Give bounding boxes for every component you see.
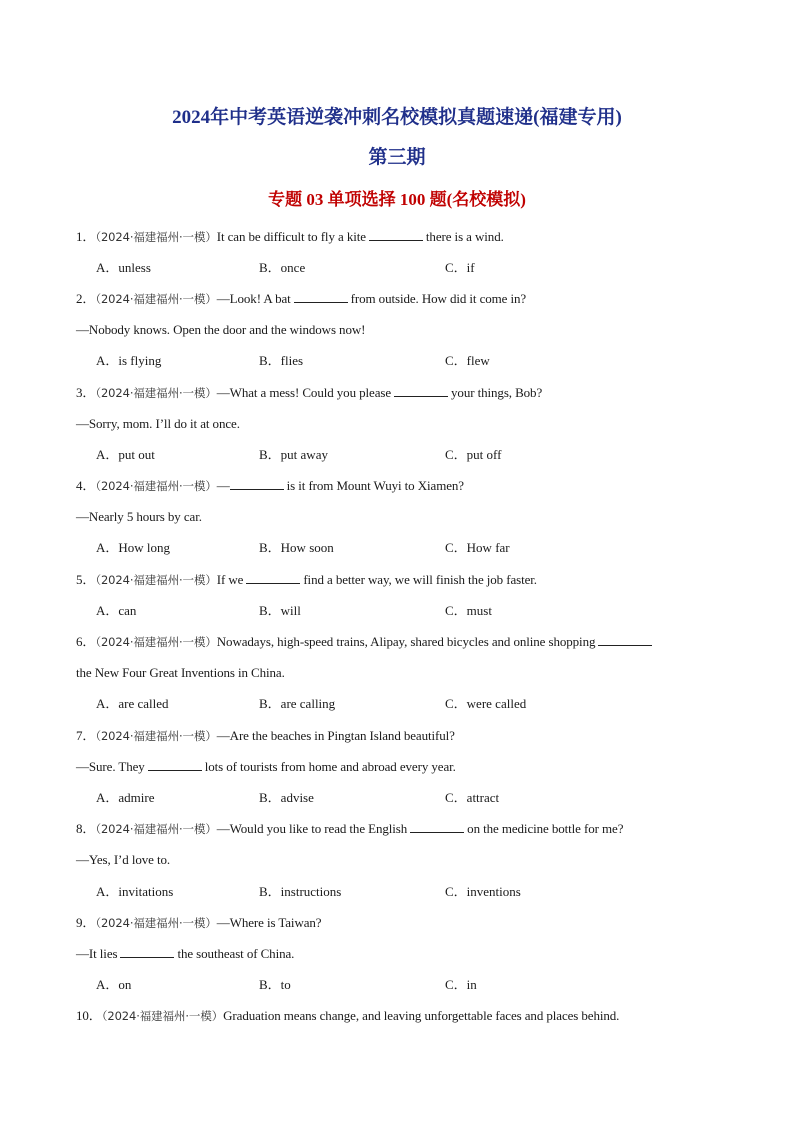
question-6-continued: the New Four Great Inventions in China.: [76, 665, 285, 680]
question-8-reply: —Yes, I’d love to.: [76, 852, 171, 867]
option-c: C．must: [445, 603, 492, 618]
answer-blank: [294, 290, 348, 303]
question-7-reply: —Sure. They lots of tourists from home and abroad every year.: [76, 759, 456, 774]
question-6: 6．（2024·福建福州·一模）Nowadays, high-speed trains, Alipay, shared bicycles and online shopping: [76, 632, 726, 652]
question-9: 9．（2024·福建福州·一模）—Where is Taiwan?: [76, 915, 322, 930]
answer-blank: [120, 945, 174, 958]
question-2-reply: —Nobody knows. Open the door and the windows now!: [76, 322, 366, 337]
answer-blank: [410, 820, 464, 833]
question-10: 10．（2024·福建福州·一模）Graduation means change, and leaving unforgettable faces and places behind.: [76, 1008, 620, 1023]
question-2: 2．（2024·福建福州·一模）—Look! A bat from outside. How did it come in?: [76, 291, 527, 306]
option-c: C．were called: [445, 696, 527, 711]
option-b: B．will: [259, 603, 301, 618]
option-b: B．once: [259, 260, 306, 275]
answer-blank: [148, 758, 202, 771]
option-c: C．flew: [445, 353, 490, 368]
option-a: A．admire: [96, 790, 155, 805]
question-3: 3．（2024·福建福州·一模）—What a mess! Could you please your things, Bob?: [76, 385, 543, 400]
option-b: B．advise: [259, 790, 314, 805]
answer-blank: [230, 477, 284, 490]
option-b: B．How soon: [259, 540, 334, 555]
option-b: B．instructions: [259, 884, 342, 899]
question-7: 7．（2024·福建福州·一模）—Are the beaches in Pingtan Island beautiful?: [76, 728, 455, 743]
question-3-reply: —Sorry, mom. I’ll do it at once.: [76, 416, 240, 431]
option-b: B．put away: [259, 447, 328, 462]
option-c: C．if: [445, 260, 475, 275]
option-b: B．flies: [259, 353, 304, 368]
answer-blank: [394, 384, 448, 397]
option-a: A．on: [96, 977, 132, 992]
answer-blank: [246, 571, 300, 584]
option-c: C．attract: [445, 790, 500, 805]
topic-heading: 专题 03 单项选择 100 题(名校模拟): [268, 190, 526, 209]
answer-blank: [369, 228, 423, 241]
option-a: A．unless: [96, 260, 151, 275]
question-4-reply: —Nearly 5 hours by car.: [76, 509, 202, 524]
option-a: A．can: [96, 603, 137, 618]
option-c: C．in: [445, 977, 477, 992]
option-a: A．How long: [96, 540, 171, 555]
question-9-reply: —It lies the southeast of China.: [76, 946, 295, 961]
option-c: C．inventions: [445, 884, 521, 899]
option-b: B．are calling: [259, 696, 336, 711]
option-a: A．are called: [96, 696, 169, 711]
option-c: C．How far: [445, 540, 510, 555]
answer-blank: [598, 633, 652, 646]
option-a: A．invitations: [96, 884, 174, 899]
question-8: 8．（2024·福建福州·一模）—Would you like to read the English on the medicine bottle for me?: [76, 821, 624, 836]
document-title: 2024年中考英语逆袭冲刺名校模拟真题速递(福建专用): [172, 107, 622, 128]
option-a: A．put out: [96, 447, 155, 462]
question-4: 4．（2024·福建福州·一模）— is it from Mount Wuyi to Xiamen?: [76, 478, 464, 493]
question-5: 5．（2024·福建福州·一模）If we find a better way, we will finish the job faster.: [76, 572, 537, 587]
question-1: 1．（2024·福建福州·一模）It can be difficult to fly a kite there is a wind.: [76, 229, 504, 244]
option-b: B．to: [259, 977, 291, 992]
issue-label: 第三期: [368, 147, 426, 168]
option-c: C．put off: [445, 447, 502, 462]
option-a: A．is flying: [96, 353, 162, 368]
